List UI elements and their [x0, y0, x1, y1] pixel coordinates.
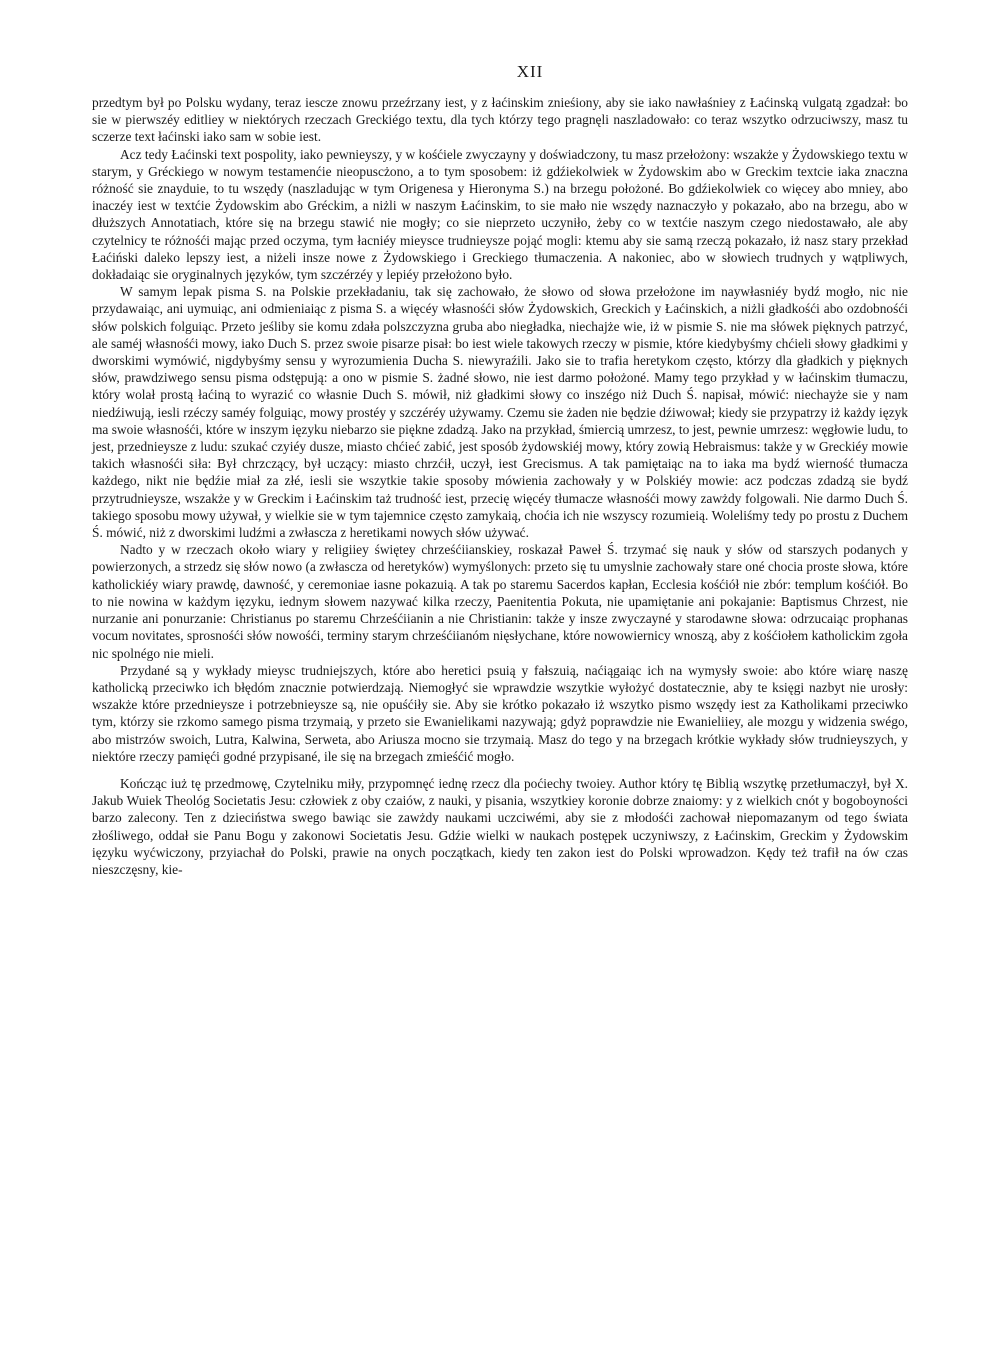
paragraph-3: W samym lepak pisma S. na Polskie przekładaniu, tak się zachowało, że słowo od słowa przełożone im naywłasniéy bydź mogło, nic nie przydawaiąc, ani uymuiąc, ani odmieniaiąc z pisma S. a więcéy własnośći słów Żydowskich, Greckich y Łaćinskich, a niżli gładkośći abo ozdobnośći słów polskich folguiąc. Przeto jeśliby sie komu zdała polszczyzna gruba abo niegładka, niechajże wie, iż w pismie S. nie ma słówek pięknych patrzyć, ale saméj własnośći mowy, iako Duch S. przez swoie pisarze pisał: bo iest wiele takowych rzeczy w pismie, które kiedybyśmy chćieli słowy gładkimi y dworskimi wymówić, nigdybyśmy sensu y wyrozumienia Ducha S. niewyraźili. Jako sie to trafia heretykom często, którzy dla gładkich y pięknych słów, prawdziwego sensu pisma odstępują: a ono w pismie S. żadné słowo, nie iest darmo położoné. Mamy tego przykład y w łaćinskim tłumaczu, który wolał prostą łaćiną to wyrazić co własnie Duch S. mówił, niż gładkimi słowy co inszégo niż Duch Ś. napisał, mówić: niechayże sie y nam niedźiwują, iesli rzéczy saméy folguiąc, mowy prostéy y szczéréy używamy. Czemu sie żaden nie będzie dźiwował; kiedy sie przypatrzy iż każdy ięzyk ma swoie własnośći, które w inszym ięzyku niebarzo sie piękne zdadzą. Jako na przykład, śmiercią umrzesz, to jest, pewnie umrzesz: węgłowie ludu, to jest, przednieysze z ludu: szukać czyiéy dusze, miasto chćieć zabić, jest sposób żydowskiéj mowy, który zowią Hebraismus: także y w Greckiéy mowie takich własnośći siła: Był chrzczący, był uczący: miasto chrzćił, uczył, iest Grecismus. A tak pamiętaiąc na to iaka ma bydź wierność tłumacza każdego, nikt nie będźie miał za złé, iesli sie wszytkie takie sposoby mówienia zachowały y w Polskiéy mowie: acz podczas zdadzą sie bydź przytrudnieysze, wszakże y w Greckim i Łaćinskim taż trudność iest, przecię więcéy tłumacze własnośći mowy zawżdy folgowali. Nie darmo Duch Ś. takiego sposobu mowy używał, y wielkie sie w tym tajemnice często zamykaią, choćia ich nie wszyscy rozumieią. Woleliśmy tedy po prostu z Duchem Ś. mówić, niż z dworskimi ludźmi a zwłascza z heretikami nowych słów używać. — [92, 284, 908, 541]
paragraph-2: Acz tedy Łaćinski text pospolity, iako pewnieyszy, y w kośćiele zwyczayny y doświadczony, tu masz przełożony: wszakże y Żydowskiego textu w starym, y Gréckiego w nowym testamenćie nieopuscżono, a to tym sposobem: iż gdźiekolwiek w Żydowskim abo w Greckim textcie iaka znaczna różność sie znayduie, to tu wszędy (naszladując w tym Origenesa y Hieronyma S.) na brzegu położoné. Bo gdźiekolwiek co więcey abo mniey, abo inaczéy iest w textćie Żydowskim abo Gréckim, a niżli w naszym Łaćinskim, to sie mało nie wszędy naznaczyło y pokazało, abo na brzegu, abo w dłuższych Annotatiach, które się na brzegu stawić nie mogły; co sie nieprzeto uczyniło, żeby co w textćie naszym czego niedostawało, ale aby czytelnicy te różnośći mając przed oczyma, tym łacniéy mieysce trudnieysze pojąć mogli: ktemu aby sie samą rzeczą pokazało, iż nasz stary przekład Łaćiński daleko lepszy iest, a niżeli insze nowe z Żydowskiego i Greckiego tłumaczenia. A nakoniec, abo w słowiech trudnych y wątpliwych, dokładaiąc sie oryginalnych języków, tym szczérzéy y lepiéy przełożono było. — [92, 146, 908, 283]
paragraph-6: Kończąc iuż tę przedmowę, Czytelniku miły, przypomnęć iednę rzecz dla poćiechy twoiey. Author który tę Biblią wszytkę przetłumaczył, był X. Jakub Wuiek Theológ Societatis Jesu: człowiek z oby czaiów, z nauki, y pisania, wszytkiey koronie dobrze znaiomy: y z wielkich cnót y bogoboyności barzo zalecony. Ten z dzieciństwa swego bawiąc sie zawżdy naukami uczciwémi, aby sie z młodośći zachował niepomazanym od tego świata złośliwego, oddał sie Panu Bogu y zakonowi Societatis Jesu. Gdźie wielki w naukach postępek uczyniwszy, z Łaćinskim, Greckim y Żydowskim ięzyku wyćwiczony, przyiachał do Polski, prawie na onych początkach, kiedy ten zakon iest do Polski wprowadzon. Kędy też trafił na ów czas nieszczęsny, kie- — [92, 775, 908, 877]
paragraph-4: Nadto y w rzeczach około wiary y religiiey świętey chrześćiianskiey, roskazał Paweł Ś. trzymać się nauk y słów od starszych podanych y powierzonych, a strzedz się słów nowo (a zwłascza od heretyków) wymyślonych: przeto się tu umyslnie zachowały stare oné chocia proste słowa, które katholickiéy wiary prawdę, dawność, y ceremoniae iasne pokazuią. A tak po staremu Sacerdos kapłan, Ecclesia kośćiół nie zbór: templum kośćiół. Bo to nie nowina w każdym ięzyku, iednym słowem nazywać kilka rzeczy, Paenitentia Pokuta, nie upamiętanie ani pokajanie: Baptismus Chrzest, nie nurzanie ani ponurzanie: Christianus po staremu Chrześćiianin a nie Christianin: także y insze zwyczayné y starodawne słowa: odrzucaiąc prophanas vocum novitates, sprosnośći słów nowośći, terminy starym chrześćiianóm nięsłychane, które nowowiernicy wnoszą, aby z kośćiołem katholickim zgoła nic spolnégo nie mieli. — [92, 542, 908, 661]
paragraph-5: Przydané są y wykłady mieysc trudniejszych, które abo heretici psuią y fałszuią, naćiągaiąc ich na wymysły swoie: abo które wiarę naszę katholicką przeciwko ich błędóm znacznie potwierdzają. Niemogłyć sie wprawdzie wszytkie wyłożyć dostatecznie, aby te księgi nazbyt nie urosły: wszakże które przednieysze i potrzebnieysze są, nie opuśćiły sie. Aby sie krótko pokazało iż wszytko pismo wszędy iest za Katholikami przeciwko tym, którzy sie rzkomo samego pisma trzymaią, y przeto sie Ewanielikami nazywają; gdyż poprawdzie nie Ewanieliiey, ale mozgu y widzenia swégo, abo mistrzów swoich, Lutra, Kalwina, Serweta, abo Ariusza mocno sie trzymaią. Masz do tego y na brzegach krótkie wykłady słów trudnieyszych, y niektóre rzeczy pamięći godné przypisané, ile się na brzegach zmieśćić mogło. — [92, 662, 908, 764]
paragraph-1: przedtym był po Polsku wydany, teraz iescze znowu przeźrzany iest, y z łaćinskim znieśiony, aby sie iako nawłaśniey z Łaćinską vulgatą zgadzał: bo sie w pierwszéy editliey w niektórych rzeczach Greckiégo textu, dla tych którzy tego pragnęli naszladowało: co teraz wszytko odrzuciwszy, masz tu sczerze text łaćinski iako sam w sobie iest. — [92, 95, 908, 145]
body-text — [92, 94, 908, 878]
document-page — [92, 62, 908, 878]
page-number: XII — [516, 62, 544, 81]
